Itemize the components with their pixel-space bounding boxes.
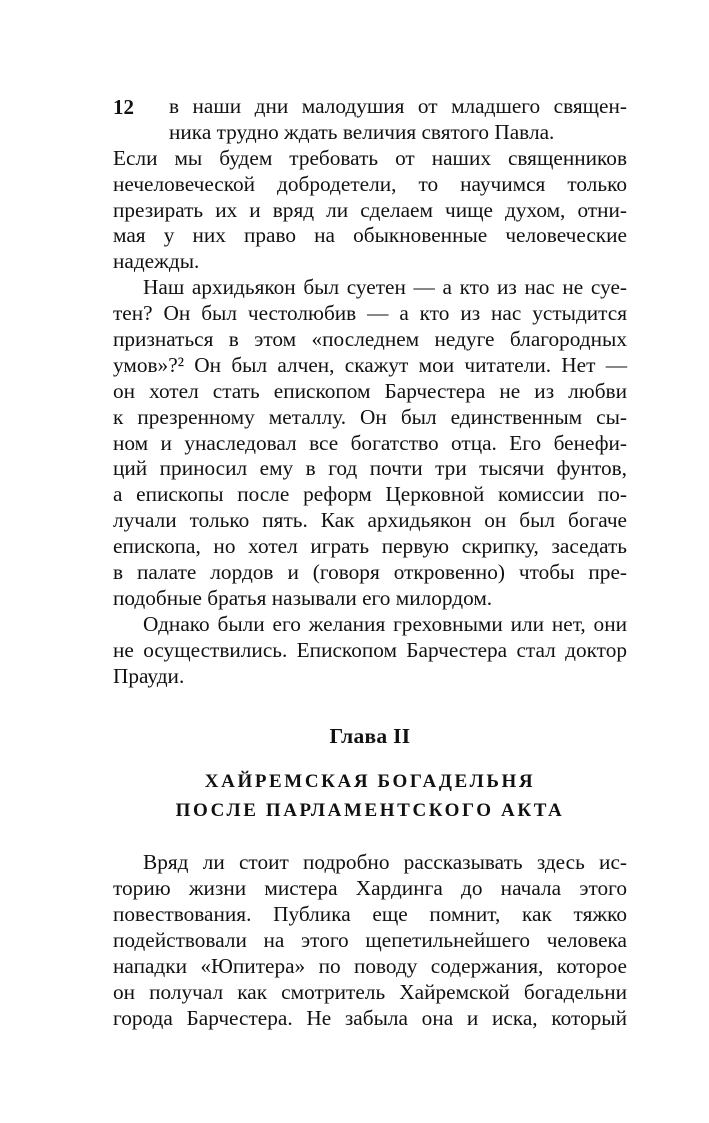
- text-line: презирать их и вряд ли сделаем чище духом, отни-: [113, 197, 627, 222]
- text-line: ций приносил ему в год почти три тысячи фунтов,: [113, 456, 627, 481]
- text-line: Вряд ли стоит подробно рассказывать здесь ис-: [143, 850, 627, 875]
- text-line: лучали только пять. Как архидьякон он был богаче: [113, 508, 627, 533]
- chapter-title: [113, 768, 627, 826]
- text-line: признаться в этом «последнем недуге благородных: [113, 327, 627, 352]
- text-line: в наши дни малодушия от младшего священ-: [169, 94, 627, 118]
- paragraph-continued: [113, 94, 627, 275]
- text-line: торию жизни мистера Хардинга до начала этого: [113, 876, 627, 901]
- text-line: он хотел стать епископом Барчестера не из любви: [113, 378, 627, 403]
- text-line: повествования. Публика еще помнит, как тяжко: [113, 902, 627, 927]
- text-line: к презренному металлу. Он был единственным сы-: [113, 404, 627, 429]
- chapter-title-line: ПОСЛЕ ПАРЛАМЕНТСКОГО АКТА: [175, 800, 565, 822]
- text-line: ном и унаследовал все богатство отца. Его бенефи-: [113, 430, 627, 455]
- chapter-title-line: ХАЙРЕМСКАЯ БОГАДЕЛЬНЯ: [204, 771, 536, 793]
- paragraph-harding: [113, 850, 627, 1031]
- text-line: нападки «Юпитера» по поводу содержания, которое: [113, 954, 627, 979]
- text-line: мая у них право на обыкновенные человеческие: [113, 223, 627, 248]
- paragraph-archdeacon: [113, 275, 627, 612]
- text-line: города Барчестера. Не забыла она и иска, который: [113, 1005, 627, 1030]
- text-line: он получал как смотритель Хайремской богадельни: [113, 979, 627, 1004]
- page-body: [113, 94, 627, 1032]
- text-line: в палате лордов и (говоря откровенно) чтобы пре-: [113, 560, 627, 585]
- page-number: 12: [113, 95, 134, 119]
- text-line: епископа, но хотел играть первую скрипку, заседать: [113, 534, 627, 559]
- text-line: не осуществились. Епископом Барчестера стал доктор: [113, 637, 627, 662]
- paragraph-bishop: [113, 612, 627, 690]
- text-line: подействовали на этого щепетильнейшего человека: [113, 928, 627, 953]
- text-line: подобные братья называли его милордом.: [113, 585, 493, 610]
- text-line: Прауди.: [113, 663, 185, 688]
- chapter-label: Глава II: [329, 724, 411, 749]
- text-line: ника трудно ждать величия святого Павла.: [169, 119, 555, 144]
- text-line: Наш архидьякон был суетен — а кто из нас не суе-: [143, 275, 627, 300]
- text-line: Однако были его желания греховными или нет, они: [143, 611, 627, 636]
- text-line: Если мы будем требовать от наших священников: [113, 145, 627, 170]
- text-line: а епископы после реформ Церковной комиссии по-: [113, 482, 627, 507]
- text-line: тен? Он был честолюбив — а кто из нас устыдится: [113, 301, 627, 326]
- text-line: надежды.: [113, 249, 200, 274]
- text-line: нечеловеческой добродетели, то научимся только: [113, 171, 627, 196]
- text-line: умов»?² Он был алчен, скажут мои читатели. Нет —: [113, 352, 627, 377]
